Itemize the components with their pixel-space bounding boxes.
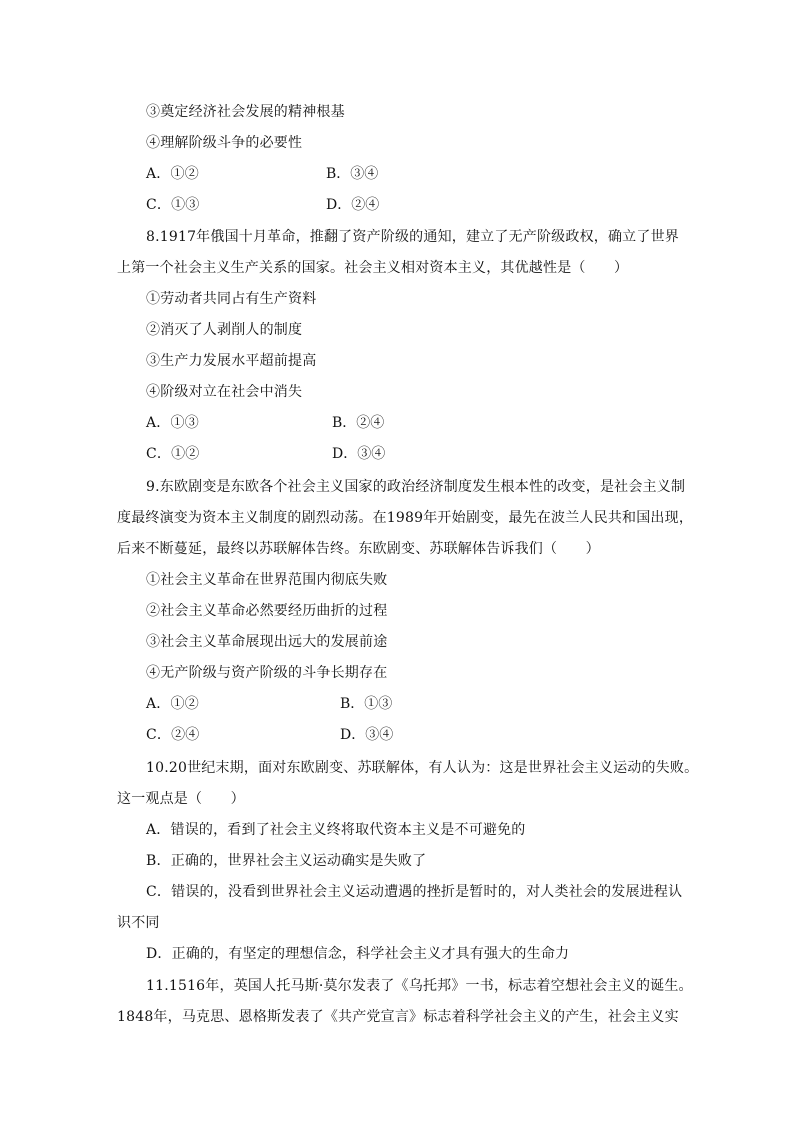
q10-stem-line2: 这一观点是（ ） [117, 791, 245, 807]
q9-choice-d: D．③④ [340, 727, 394, 743]
q9-option-1: ①社会主义革命在世界范围内彻底失败 [146, 572, 388, 588]
q9-choice-a: A．①② [146, 696, 199, 712]
q8-choice-b: B．②④ [332, 415, 385, 431]
q8-stem-line2: 上第一个社会主义生产关系的国家。社会主义相对资本主义，其优越性是（ ） [117, 260, 629, 276]
q9-choice-b: B．①③ [340, 696, 393, 712]
q8-option-3: ③生产力发展水平超前提高 [146, 353, 317, 369]
q9-option-4: ④无产阶级与资产阶级的斗争长期存在 [146, 665, 388, 681]
q10-choice-a: A．错误的，看到了社会主义终将取代资本主义是不可避免的 [146, 822, 526, 838]
q7-choice-c: C．①③ [146, 197, 200, 213]
q9-stem-line1: 9.东欧剧变是东欧各个社会主义国家的政治经济制度发生根本性的改变，是社会主义制 [146, 479, 686, 495]
q8-option-1: ①劳动者共同占有生产资料 [146, 291, 317, 307]
q8-option-2: ②消灭了人剥削人的制度 [146, 322, 303, 338]
q10-stem-line1: 10.20世纪末期，面对东欧剧变、苏联解体，有人认为：这是世界社会主义运动的失败。 [146, 760, 699, 776]
q7-choice-d: D．②④ [326, 197, 380, 213]
q9-option-2: ②社会主义革命必然要经历曲折的过程 [146, 603, 388, 619]
q7-choice-b: B．③④ [326, 166, 379, 182]
q9-stem-line2: 度最终演变为资本主义制度的剧烈动荡。在1989年开始剧变，最先在波兰人民共和国出现， [117, 510, 694, 526]
q8-choice-d: D．③④ [332, 446, 386, 462]
q8-choice-a: A．①③ [146, 415, 199, 431]
q10-choice-d: D．正确的，有坚定的理想信念，科学社会主义才具有强大的生命力 [146, 946, 570, 962]
q7-option-4: ④理解阶级斗争的必要性 [146, 135, 303, 151]
q11-stem-line2: 1848年，马克思、恩格斯发表了《共产党宣言》标志着科学社会主义的产生，社会主义实 [117, 1009, 679, 1025]
q7-option-3: ③奠定经济社会发展的精神根基 [146, 104, 345, 120]
q8-choice-c: C．①② [146, 446, 200, 462]
q10-choice-b: B．正确的，世界社会主义运动确实是失败了 [146, 853, 427, 869]
q8-option-4: ④阶级对立在社会中消失 [146, 384, 303, 400]
q10-choice-c-line1: C．错误的，没看到世界社会主义运动遭遇的挫折是暂时的，对人类社会的发展进程认 [146, 884, 683, 900]
q9-stem-line3: 后来不断蔓延，最终以苏联解体告终。东欧剧变、苏联解体告诉我们（ ） [117, 541, 600, 557]
q7-choice-a: A．①② [146, 166, 199, 182]
q9-option-3: ③社会主义革命展现出远大的发展前途 [146, 634, 388, 650]
q10-choice-c-line2: 识不同 [117, 915, 160, 931]
q9-choice-c: C．②④ [146, 727, 200, 743]
q11-stem-line1: 11.1516年，英国人托马斯·莫尔发表了《乌托邦》一书，标志着空想社会主义的诞生。 [146, 978, 693, 994]
q8-stem-line1: 8.1917年俄国十月革命，推翻了资产阶级的通知，建立了无产阶级政权，确立了世界 [146, 229, 679, 245]
